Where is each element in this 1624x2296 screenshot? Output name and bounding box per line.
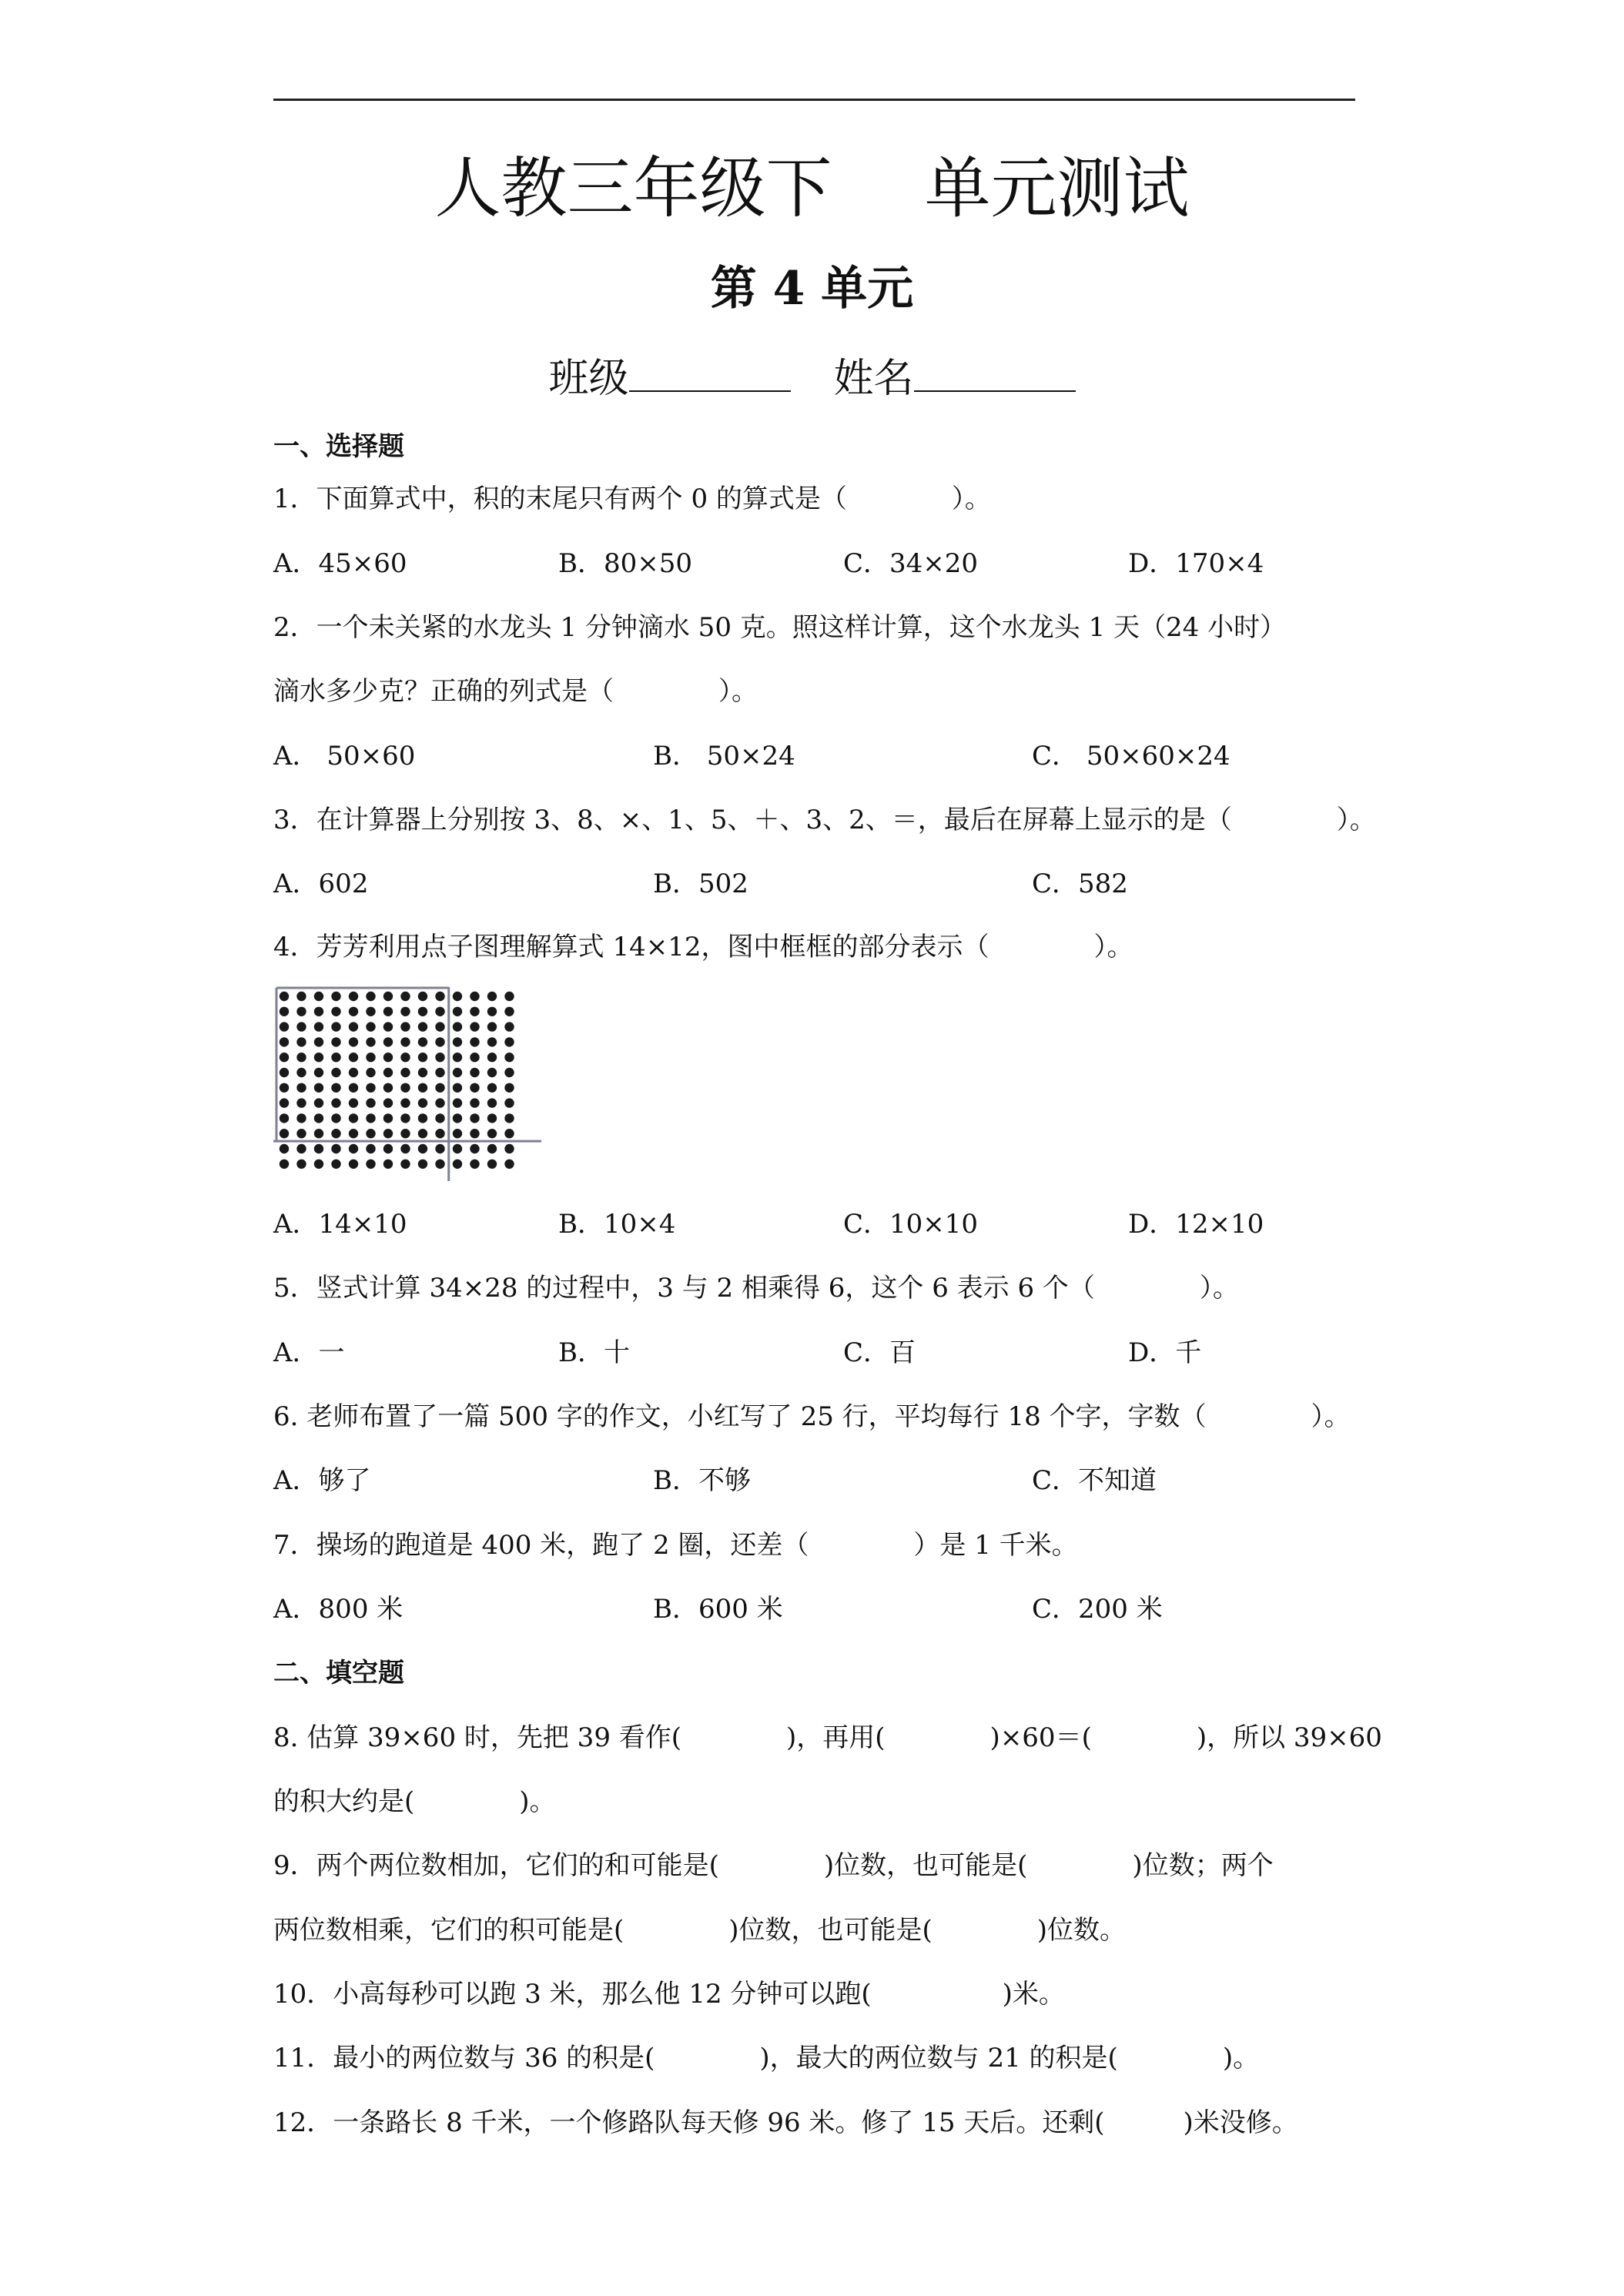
dot — [453, 1129, 462, 1138]
dot — [504, 1160, 514, 1169]
dot — [349, 992, 358, 1001]
question-9-line2: 两位数相乘，它们的积可能是( )位数，也可能是( )位数。 — [273, 1915, 1127, 1946]
question-11: 11．最小的两位数与 36 的积是( )，最大的两位数与 21 的积是( )。 — [273, 2043, 1260, 2073]
dot — [418, 1083, 427, 1093]
dot — [280, 1113, 289, 1123]
q4-option-a[interactable]: A．14×10 — [273, 1209, 407, 1240]
dot — [331, 992, 340, 1001]
dot — [504, 1037, 514, 1046]
dot — [366, 1144, 375, 1153]
dot — [400, 1037, 410, 1046]
dot — [366, 1068, 375, 1077]
dot — [366, 1098, 375, 1107]
dot — [470, 1068, 479, 1077]
dot — [383, 1022, 393, 1031]
section-title-fill: 二、填空题 — [273, 1658, 404, 1689]
dot — [314, 1053, 323, 1062]
dot — [296, 1022, 306, 1031]
dot — [435, 1098, 444, 1107]
dot — [487, 1007, 497, 1016]
q2-option-a[interactable]: A． 50×60 — [273, 741, 416, 771]
q2-option-c[interactable]: C． 50×60×24 — [1032, 741, 1231, 771]
dot — [366, 1083, 375, 1093]
dot — [400, 1068, 410, 1077]
dot — [418, 1068, 427, 1077]
dot — [314, 1113, 323, 1123]
dot — [470, 1037, 479, 1046]
q1-option-b[interactable]: B．80×50 — [558, 548, 693, 579]
q3-option-c[interactable]: C．582 — [1032, 869, 1128, 899]
dot — [280, 1007, 289, 1016]
dot — [400, 1083, 410, 1093]
q5-option-c[interactable]: C．百 — [843, 1337, 916, 1368]
dot — [280, 1068, 289, 1077]
name-label: 姓名 — [833, 356, 914, 402]
dot — [331, 1144, 340, 1153]
dot — [383, 992, 393, 1001]
header-rule — [273, 99, 1355, 101]
dot — [453, 1113, 462, 1123]
question-8-line2: 的积大约是( )。 — [273, 1786, 556, 1817]
dot — [349, 1053, 358, 1062]
dot — [296, 1160, 306, 1169]
dot — [331, 1113, 340, 1123]
question-8-line1: 8. 估算 39×60 时，先把 39 看作( )，再用( )×60＝( )，所以 39×60 — [273, 1722, 1382, 1753]
dot — [470, 1129, 479, 1138]
dot — [296, 1007, 306, 1016]
dot — [418, 1113, 427, 1123]
dot — [504, 1129, 514, 1138]
dot — [470, 1113, 479, 1123]
dot — [383, 1160, 393, 1169]
unit-subtitle: 第 4 单元 — [710, 262, 914, 316]
question-12: 12．一条路长 8 千米，一个修路队每天修 96 米。修了 15 天后。还剩( )米没修。 — [273, 2107, 1298, 2138]
name-blank[interactable] — [914, 350, 1076, 392]
dot — [280, 1037, 289, 1046]
dot — [280, 1144, 289, 1153]
dot — [296, 1098, 306, 1107]
dot — [314, 1098, 323, 1107]
dot — [453, 1068, 462, 1077]
dot — [349, 1129, 358, 1138]
dot — [418, 1053, 427, 1062]
q6-option-c[interactable]: C．不知道 — [1032, 1465, 1157, 1496]
dot — [296, 1113, 306, 1123]
dot — [366, 1160, 375, 1169]
dot — [418, 1144, 427, 1153]
dot — [418, 1022, 427, 1031]
dot — [487, 1129, 497, 1138]
dot — [383, 1129, 393, 1138]
dot — [504, 1098, 514, 1107]
page-title — [0, 146, 1624, 231]
dot — [470, 1053, 479, 1062]
dot — [470, 1022, 479, 1031]
question-9-line1: 9．两个两位数相加，它们的和可能是( )位数，也可能是( )位数；两个 — [273, 1850, 1274, 1881]
q1-option-a[interactable]: A．45×60 — [273, 548, 407, 579]
dot — [366, 1037, 375, 1046]
dot — [314, 1007, 323, 1016]
question-6: 6. 老师布置了一篇 500 字的作文，小红写了 25 行，平均每行 18 个字，字数（ ）。 — [273, 1401, 1351, 1432]
class-label: 班级 — [548, 356, 629, 402]
dot — [314, 992, 323, 1001]
dot — [470, 1144, 479, 1153]
dot — [383, 1007, 393, 1016]
dot — [383, 1098, 393, 1107]
dot — [470, 1083, 479, 1093]
dot — [331, 1037, 340, 1046]
dot — [349, 1007, 358, 1016]
dot — [400, 1007, 410, 1016]
dot — [400, 1053, 410, 1062]
dot — [504, 992, 514, 1001]
dot — [418, 992, 427, 1001]
question-7: 7．操场的跑道是 400 米，跑了 2 圈，还差（ ）是 1 千米。 — [273, 1530, 1078, 1561]
dot — [280, 1098, 289, 1107]
dot — [487, 1022, 497, 1031]
dot — [400, 1022, 410, 1031]
question-4: 4．芳芳利用点子图理解算式 14×12，图中框框的部分表示（ ）。 — [273, 932, 1133, 962]
q7-option-a[interactable]: A．800 米 — [273, 1594, 403, 1625]
dot — [314, 1022, 323, 1031]
dot — [366, 1129, 375, 1138]
dot — [331, 1129, 340, 1138]
dot — [435, 1129, 444, 1138]
dot — [487, 1098, 497, 1107]
dot — [435, 1083, 444, 1093]
question-5: 5．竖式计算 34×28 的过程中，3 与 2 相乘得 6，这个 6 表示 6 个（ ）。 — [273, 1273, 1239, 1304]
q2-option-b[interactable]: B． 50×24 — [653, 741, 795, 771]
dot — [280, 992, 289, 1001]
dot — [453, 1037, 462, 1046]
dot — [331, 1022, 340, 1031]
q7-option-b[interactable]: B．600 米 — [653, 1594, 783, 1625]
dot — [314, 1037, 323, 1046]
dot — [418, 1098, 427, 1107]
question-2-line1: 2．一个未关紧的水龙头 1 分钟滴水 50 克。照这样计算，这个水龙头 1 天（24 小时） — [273, 612, 1287, 643]
dot — [331, 1053, 340, 1062]
dot — [280, 1022, 289, 1031]
dot — [504, 1007, 514, 1016]
dot — [349, 1098, 358, 1107]
dot — [435, 1053, 444, 1062]
dot — [314, 1144, 323, 1153]
dot — [400, 1129, 410, 1138]
dot — [487, 1113, 497, 1123]
dot — [435, 1007, 444, 1016]
dot — [296, 1037, 306, 1046]
dot — [383, 1037, 393, 1046]
dot — [280, 1160, 289, 1169]
dot — [435, 992, 444, 1001]
dot — [314, 1068, 323, 1077]
dot — [349, 1160, 358, 1169]
dot — [383, 1144, 393, 1153]
dot — [435, 1037, 444, 1046]
q1-option-c[interactable]: C．34×20 — [843, 548, 979, 579]
dot — [453, 1144, 462, 1153]
q3-option-a[interactable]: A．602 — [273, 869, 369, 899]
dot — [487, 992, 497, 1001]
q6-option-a[interactable]: A．够了 — [273, 1465, 371, 1496]
dot — [280, 1129, 289, 1138]
dot — [314, 1083, 323, 1093]
dot — [418, 1129, 427, 1138]
title-part2: 单元测试 — [924, 150, 1190, 227]
dot — [435, 1144, 444, 1153]
question-10: 10．小高每秒可以跑 3 米，那么他 12 分钟可以跑( )米。 — [273, 1979, 1065, 2010]
dot — [349, 1083, 358, 1093]
dot — [487, 1144, 497, 1153]
dot — [470, 1007, 479, 1016]
q4-option-b[interactable]: B．10×4 — [558, 1209, 676, 1240]
dot — [400, 1098, 410, 1107]
dot — [487, 1037, 497, 1046]
dot — [280, 1053, 289, 1062]
dot — [435, 1068, 444, 1077]
dot — [349, 1068, 358, 1077]
q1-option-d[interactable]: D．170×4 — [1128, 548, 1264, 579]
q4-option-d[interactable]: D．12×10 — [1128, 1209, 1264, 1240]
dot — [296, 1053, 306, 1062]
dot — [435, 1160, 444, 1169]
dot — [504, 1144, 514, 1153]
dot — [487, 1160, 497, 1169]
dot — [280, 1083, 289, 1093]
dot — [470, 992, 479, 1001]
dot — [453, 992, 462, 1001]
dot — [400, 1144, 410, 1153]
dot — [453, 1098, 462, 1107]
dot — [366, 992, 375, 1001]
question-2-line2: 滴水多少克？正确的列式是（ ）。 — [273, 676, 758, 707]
q6-option-b[interactable]: B．不够 — [653, 1465, 751, 1496]
dot — [296, 1083, 306, 1093]
dot — [435, 1113, 444, 1123]
dot-array-figure — [273, 986, 544, 1184]
dot — [314, 1160, 323, 1169]
dot — [487, 1053, 497, 1062]
q5-option-b[interactable]: B．十 — [558, 1337, 630, 1368]
dot — [453, 1007, 462, 1016]
dot — [435, 1022, 444, 1031]
dot — [366, 1053, 375, 1062]
student-info — [0, 350, 1624, 406]
dot — [470, 1160, 479, 1169]
dot — [383, 1113, 393, 1123]
q3-option-b[interactable]: B．502 — [653, 869, 748, 899]
dot — [453, 1083, 462, 1093]
dot — [504, 1083, 514, 1093]
dot — [349, 1022, 358, 1031]
dot — [331, 1160, 340, 1169]
dot — [470, 1098, 479, 1107]
dot — [296, 1068, 306, 1077]
title-part1: 人教三年级下 — [434, 150, 832, 227]
dot — [349, 1037, 358, 1046]
dot — [383, 1068, 393, 1077]
dot — [349, 1113, 358, 1123]
dot — [366, 1113, 375, 1123]
dot — [400, 1160, 410, 1169]
q5-option-d[interactable]: D．千 — [1128, 1337, 1202, 1368]
dot — [400, 1113, 410, 1123]
dot — [418, 1037, 427, 1046]
q5-option-a[interactable]: A．一 — [273, 1337, 345, 1368]
dot — [383, 1083, 393, 1093]
dot — [487, 1083, 497, 1093]
dot — [366, 1022, 375, 1031]
dot — [504, 1068, 514, 1077]
dot — [349, 1144, 358, 1153]
dot — [314, 1129, 323, 1138]
dot — [331, 1098, 340, 1107]
dot — [453, 1053, 462, 1062]
dot — [504, 1022, 514, 1031]
dot — [453, 1160, 462, 1169]
dot — [296, 992, 306, 1001]
question-1: 1．下面算式中，积的末尾只有两个 0 的算式是（ ）。 — [273, 484, 991, 514]
dot — [296, 1144, 306, 1153]
dot — [487, 1068, 497, 1077]
dot — [383, 1053, 393, 1062]
section-title-choice: 一、选择题 — [273, 431, 404, 462]
question-3: 3．在计算器上分别按 3、8、×、1、5、＋、3、2、＝，最后在屏幕上显示的是（ ）。 — [273, 805, 1376, 835]
q4-option-c[interactable]: C．10×10 — [843, 1209, 979, 1240]
dot — [331, 1007, 340, 1016]
dot — [504, 1113, 514, 1123]
dot — [418, 1160, 427, 1169]
dot — [453, 1022, 462, 1031]
dot — [400, 992, 410, 1001]
dot — [418, 1007, 427, 1016]
dot — [366, 1007, 375, 1016]
dot — [504, 1053, 514, 1062]
dot — [296, 1129, 306, 1138]
q7-option-c[interactable]: C．200 米 — [1032, 1594, 1163, 1625]
dot — [331, 1083, 340, 1093]
dot — [331, 1068, 340, 1077]
class-blank[interactable] — [629, 350, 791, 392]
